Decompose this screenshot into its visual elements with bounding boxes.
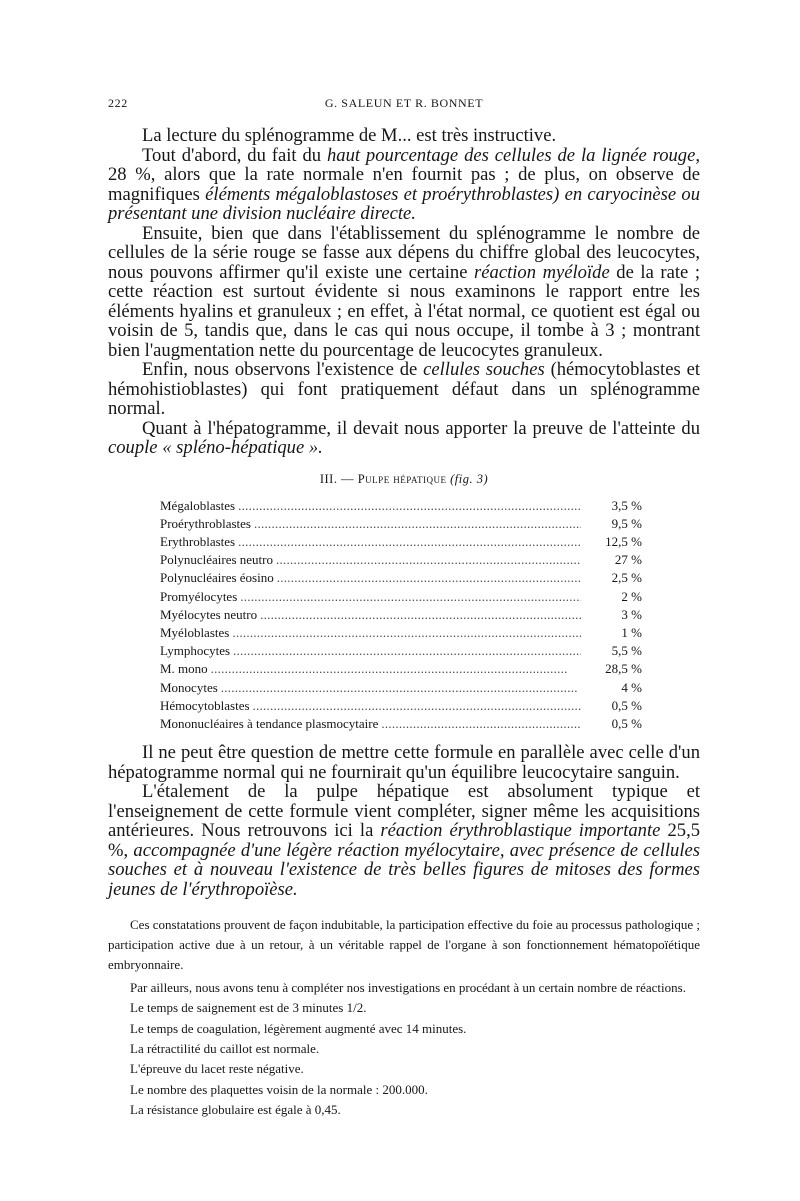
paragraph-smear [108,782,700,899]
table-row [160,515,642,533]
italic-run: éléments mégaloblastoses et proérythroblastes) en caryocinèse ou présentant une division nucléaire directe. [108,183,700,224]
table-title-main: Pulpe hépatique [357,471,447,486]
bottom-paragraphs [108,743,700,899]
table-title-prefix: III. — [319,471,358,486]
text-run: La lecture du splénogramme de M... est très instructive. [142,125,557,146]
text-run: Tout d'abord, du fait du [142,144,327,166]
table-row [160,606,642,624]
test-result-bleeding-time: Le temps de saignement est de 3 minutes 1/2. [130,1000,367,1016]
cell-percentage: 12,5 % [605,533,642,549]
cell-percentage: 4 % [621,679,642,695]
table-row [160,497,642,515]
leader-dots [221,679,581,697]
table-row [160,697,642,715]
table-row [160,715,642,733]
text-run: Quant à l'hépatogramme, il devait nous apporter la preuve de l'atteinte du [142,417,700,439]
leader-dots [240,588,581,606]
cell-percentage: 3,5 % [611,497,642,513]
leader-dots [260,606,581,624]
table-title [108,472,700,487]
cell-percentage: 0,5 % [611,697,642,713]
text-run: Ensuite, bien que dans l'établissement du splénogramme le nombre de cellules de la série rouge se fasse aux dépens du chiffre global des leucocytes, nous pouvons affirmer qu'il existe une certaine [108,222,700,283]
cell-type: Hémocytoblastes [160,697,250,713]
small-paragraph-findings: Ces constatations prouvent de façon indubitable, la participation effective du foie au processus pathologique ; participation active due à un retour, à un véritable rappel de l'organe à son fonctionnement hématopoïétique embryonnaire. [108,917,700,973]
text-run: Enfin, nous observons l'existence de [142,359,424,380]
table-row [160,642,642,660]
italic-run: réaction myéloïde [474,261,610,283]
cell-type: Polynucléaires éosino [160,570,274,586]
text-run: 25,5 %, [108,820,701,861]
test-result-platelets: Le nombre des plaquettes voisin de la normale : 200.000. [130,1081,428,1097]
leader-dots [238,533,581,551]
small-paragraph-reactions: Par ailleurs, nous avons tenu à compléter nos investigations en procédant à un certain nombre de réactions. [130,980,686,996]
italic-run: haut pourcentage des cellules de la lignée rouge, [326,144,701,166]
cell-type: Monocytes [160,679,218,695]
table-row [160,569,642,587]
table-row [160,679,642,697]
italic-run: réaction érythroblastique importante [380,820,661,842]
text-run: Il ne peut être question de mettre cette formule en parallèle avec celle d'un hépatogramme normal qui ne fournirait qu'un équilibre leucocytaire sanguin. [108,742,700,783]
running-header [108,96,700,116]
table-row [160,533,642,551]
leader-dots [238,497,581,515]
cell-type: Proérythroblastes [160,515,251,531]
cell-percentage: 0,5 % [611,715,642,731]
cell-type: Mégaloblastes [160,497,236,513]
leader-dots [276,551,581,569]
test-result-tourniquet: L'épreuve du lacet reste négative. [130,1061,304,1077]
page-body [108,126,700,1121]
paragraph-myeloid-reaction [108,224,700,361]
top-paragraphs [108,126,700,458]
cell-type: Myéloblastes [160,624,230,640]
test-result-globular-resistance: La résistance globulaire est égale à 0,45. [130,1102,341,1118]
cell-percentage: 2,5 % [611,570,642,586]
cell-type: M. mono [160,661,208,677]
cell-percentage: 2 % [621,588,642,604]
cell-percentage: 28,5 % [605,661,642,677]
cell-type: Promyélocytes [160,588,238,604]
table-row [160,588,642,606]
cell-percentage: 27 % [614,552,642,568]
test-result-coagulation-time: Le temps de coagulation, légèrement augmenté avec 14 minutes. [130,1020,467,1036]
leader-dots [232,624,581,642]
table-title-fig: (fig. 3) [450,471,489,486]
cell-type: Myélocytes neutro [160,606,258,622]
paragraph-intro [108,126,700,146]
text-run: (hémocytoblastes et hémohistioblastes) qui font pratiquement défaut dans un splénogramme normal. [108,359,700,419]
italic-run: cellules souches [423,359,545,380]
leader-dots [211,660,581,678]
running-authors: G. SALEUN ET R. BONNET [324,96,484,110]
table-row [160,624,642,642]
italic-run: couple « spléno-hépatique ». [108,437,323,458]
cell-percentage: 5,5 % [611,643,642,659]
paragraph-hepatogram [108,419,700,458]
italic-run: accompagnée d'une légère réaction myélocytaire, avec présence de cellules souches et à nouveau l'existence de très belles figures de mitoses des formes jeunes de l'érythropoïèse. [108,839,700,900]
cell-percentage: 3 % [621,606,642,622]
table-row [160,551,642,569]
cell-type: Polynucléaires neutro [160,552,273,568]
text-run: de la rate ; cette réaction est surtout évidente si nous examinons le rapport entre les éléments hyalins et granuleux ; en effet, à l'état normal, ce quotient est égal ou voisin de 5, tandis que, dans le cas qui nous occupe, il tombe à 3 ; montrant bien l'augmentation nette du pourcentage de leucocytes granuleux. [108,261,700,361]
leader-dots [277,569,581,587]
cell-type: Lymphocytes [160,643,231,659]
text-run: 28 %, alors que la rate normale n'en fournit pas ; de plus, on observe de magnifiques [108,164,700,205]
cell-type: Mononucléaires à tendance plasmocytaire [160,715,379,731]
cell-percentage: 1 % [621,624,642,640]
cell-percentage: 9,5 % [611,515,642,531]
leader-dots [381,715,581,733]
paragraph-red-cells [108,146,700,224]
cell-count-table [160,497,642,734]
leader-dots [254,515,581,533]
paragraph-stem-cells [108,360,700,419]
text-run: L'étalement de la pulpe hépatique est absolument typique et l'enseignement de cette formule vient compléter, signer même les acquisitions antérieures. Nous retrouvons ici la [108,781,700,842]
test-result-clot-retraction: La rétractilité du caillot est normale. [130,1040,320,1056]
page-number: 222 [108,96,128,110]
paragraph-comparison [108,743,700,782]
leader-dots [253,697,581,715]
table-row [160,660,642,678]
cell-type: Erythroblastes [160,533,236,549]
leader-dots [233,642,581,660]
test-results-list [108,998,700,1120]
